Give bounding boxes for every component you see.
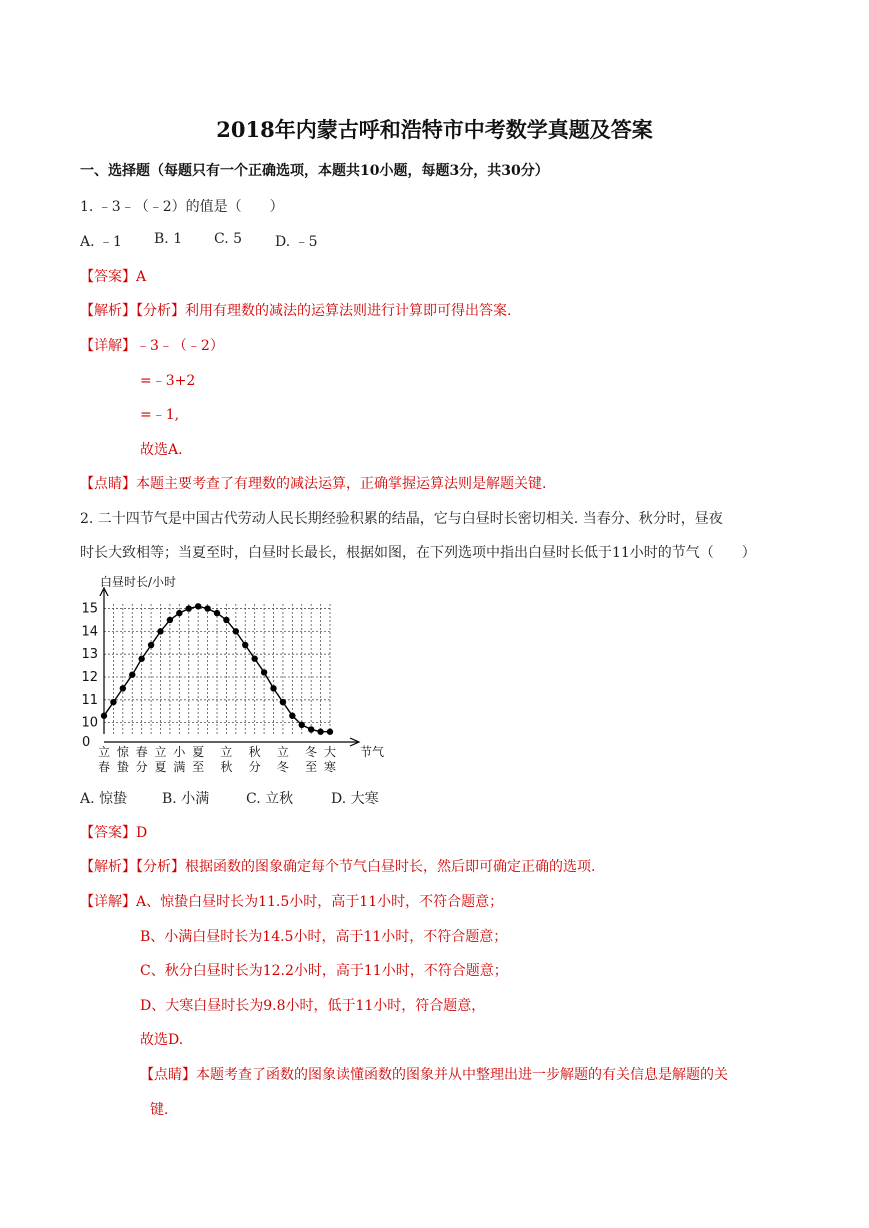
x-tick-label: 夏 <box>154 760 167 774</box>
q1-option-c: C. 5 <box>214 231 243 247</box>
x-tick-label: 冬 <box>305 745 318 759</box>
y-tick-label: 13 <box>81 647 98 663</box>
x-tick-label: 蛰 <box>116 760 129 774</box>
q2-option-c: C. 立秋 <box>246 791 294 807</box>
q2-option-d: D. 大寒 <box>331 791 379 807</box>
origin-label: 0 <box>82 735 91 750</box>
data-point <box>251 656 257 662</box>
q1-comment: 【点睛】本题主要考查了有理数的减法运算，正确掌握运算法则是解题关键. <box>80 476 547 492</box>
page-title: 2018年内蒙古呼和浩特市中考数学真题及答案 <box>216 117 653 142</box>
x-tick-label: 满 <box>173 760 186 774</box>
q2-detail-c: C、秋分白昼时长为12.2小时，高于11小时，不符合题意； <box>140 963 508 979</box>
q2-option-b: B. 小满 <box>162 791 210 807</box>
x-tick-label: 夏 <box>192 745 205 759</box>
q1-detail: 【详解】﹣3﹣（﹣2） <box>80 338 224 354</box>
y-tick-label: 11 <box>81 692 98 708</box>
q1-step-3: 故选A. <box>140 442 183 458</box>
x-tick-label: 立 <box>97 745 111 759</box>
data-point <box>167 617 173 623</box>
data-point <box>308 726 314 732</box>
x-tick-label: 秋 <box>248 745 261 759</box>
x-axis-label: 节气 <box>360 745 385 759</box>
q2-detail-b: B、小满白昼时长为14.5小时，高于11小时，不符合题意； <box>140 929 508 945</box>
q2-detail: 【详解】A、惊蛰白昼时长为11.5小时，高于11小时，不符合题意； <box>80 894 504 910</box>
data-point <box>261 669 267 675</box>
data-point <box>270 685 276 691</box>
data-point <box>186 605 192 611</box>
x-tick-label: 至 <box>192 760 205 774</box>
x-tick-label: 立 <box>220 745 233 759</box>
q1-step-1: =﹣3+2 <box>140 373 196 389</box>
q1-option-b: B. 1 <box>154 231 183 247</box>
x-tick-label: 立 <box>276 745 289 759</box>
data-point <box>299 722 305 728</box>
daylight-chart-svg <box>76 574 396 774</box>
data-point <box>120 685 126 691</box>
data-point <box>176 610 182 616</box>
q1-stem: 1. ﹣3﹣（﹣2）的值是（ ） <box>80 199 284 215</box>
x-tick-label: 大 <box>323 745 337 759</box>
q2-detail-d: D、大寒白昼时长为9.8小时，低于11小时，符合题意， <box>140 998 486 1014</box>
x-tick-label: 立 <box>154 745 167 759</box>
data-point <box>195 603 201 609</box>
x-tick-label: 分 <box>135 760 148 774</box>
data-point <box>214 610 220 616</box>
data-point <box>223 617 229 623</box>
data-point <box>242 642 248 648</box>
data-point <box>157 628 163 634</box>
x-tick-label: 惊 <box>116 745 129 759</box>
data-point <box>204 605 210 611</box>
q2-analysis: 【解析】【分析】根据函数的图象确定每个节气白昼时长，然后即可确定正确的选项. <box>80 859 596 875</box>
x-tick-label: 秋 <box>220 760 233 774</box>
q1-step-2: =﹣1, <box>140 407 180 423</box>
y-axis-label: 白昼时长/小时 <box>100 575 177 589</box>
data-point <box>148 642 154 648</box>
x-tick-label: 至 <box>305 760 318 774</box>
data-point <box>280 699 286 705</box>
data-point <box>129 672 135 678</box>
data-point <box>101 713 107 719</box>
section-heading: 一、选择题（每题只有一个正确选项，本题共10小题，每题3分，共30分） <box>80 163 549 179</box>
daylight-chart <box>76 574 396 774</box>
q1-answer: 【答案】A <box>80 269 147 285</box>
q2-stem-line-2: 时长大致相等；当夏至时，白昼时长最长，根据如图，在下列选项中指出白昼时长低于11小时的节气（ ） <box>80 545 756 561</box>
x-tick-label: 小 <box>173 745 186 759</box>
q2-comment: 【点睛】本题考查了函数的图象读懂函数的图象并从中整理出进一步解题的有关信息是解题的关 <box>140 1067 728 1083</box>
y-tick-label: 14 <box>81 624 98 640</box>
q2-detail-conclusion: 故选D. <box>140 1032 184 1048</box>
y-tick-label: 15 <box>81 601 98 617</box>
x-tick-label: 冬 <box>276 760 289 774</box>
data-point <box>138 656 144 662</box>
q1-option-d: D. ﹣5 <box>275 234 318 250</box>
data-point <box>317 729 323 735</box>
q1-analysis: 【解析】【分析】利用有理数的减法的运算法则进行计算即可得出答案. <box>80 303 512 319</box>
data-point <box>233 628 239 634</box>
x-tick-label: 寒 <box>323 760 337 774</box>
x-tick-label: 分 <box>248 760 261 774</box>
q2-stem-line-1: 2. 二十四节气是中国古代劳动人民长期经验积累的结晶，它与白昼时长密切相关. 当春分、秋分时，昼夜 <box>80 511 723 527</box>
x-tick-label: 春 <box>135 745 148 759</box>
data-point <box>327 729 333 735</box>
x-tick-label: 春 <box>97 760 111 774</box>
q2-option-a: A. 惊蛰 <box>80 791 128 807</box>
q2-answer: 【答案】D <box>80 825 148 841</box>
data-point <box>110 699 116 705</box>
data-point <box>289 713 295 719</box>
q1-option-a: A. ﹣1 <box>80 234 122 250</box>
y-tick-label: 12 <box>81 669 98 685</box>
q2-comment-line-2: 键. <box>150 1102 169 1118</box>
y-tick-label: 10 <box>81 715 98 731</box>
